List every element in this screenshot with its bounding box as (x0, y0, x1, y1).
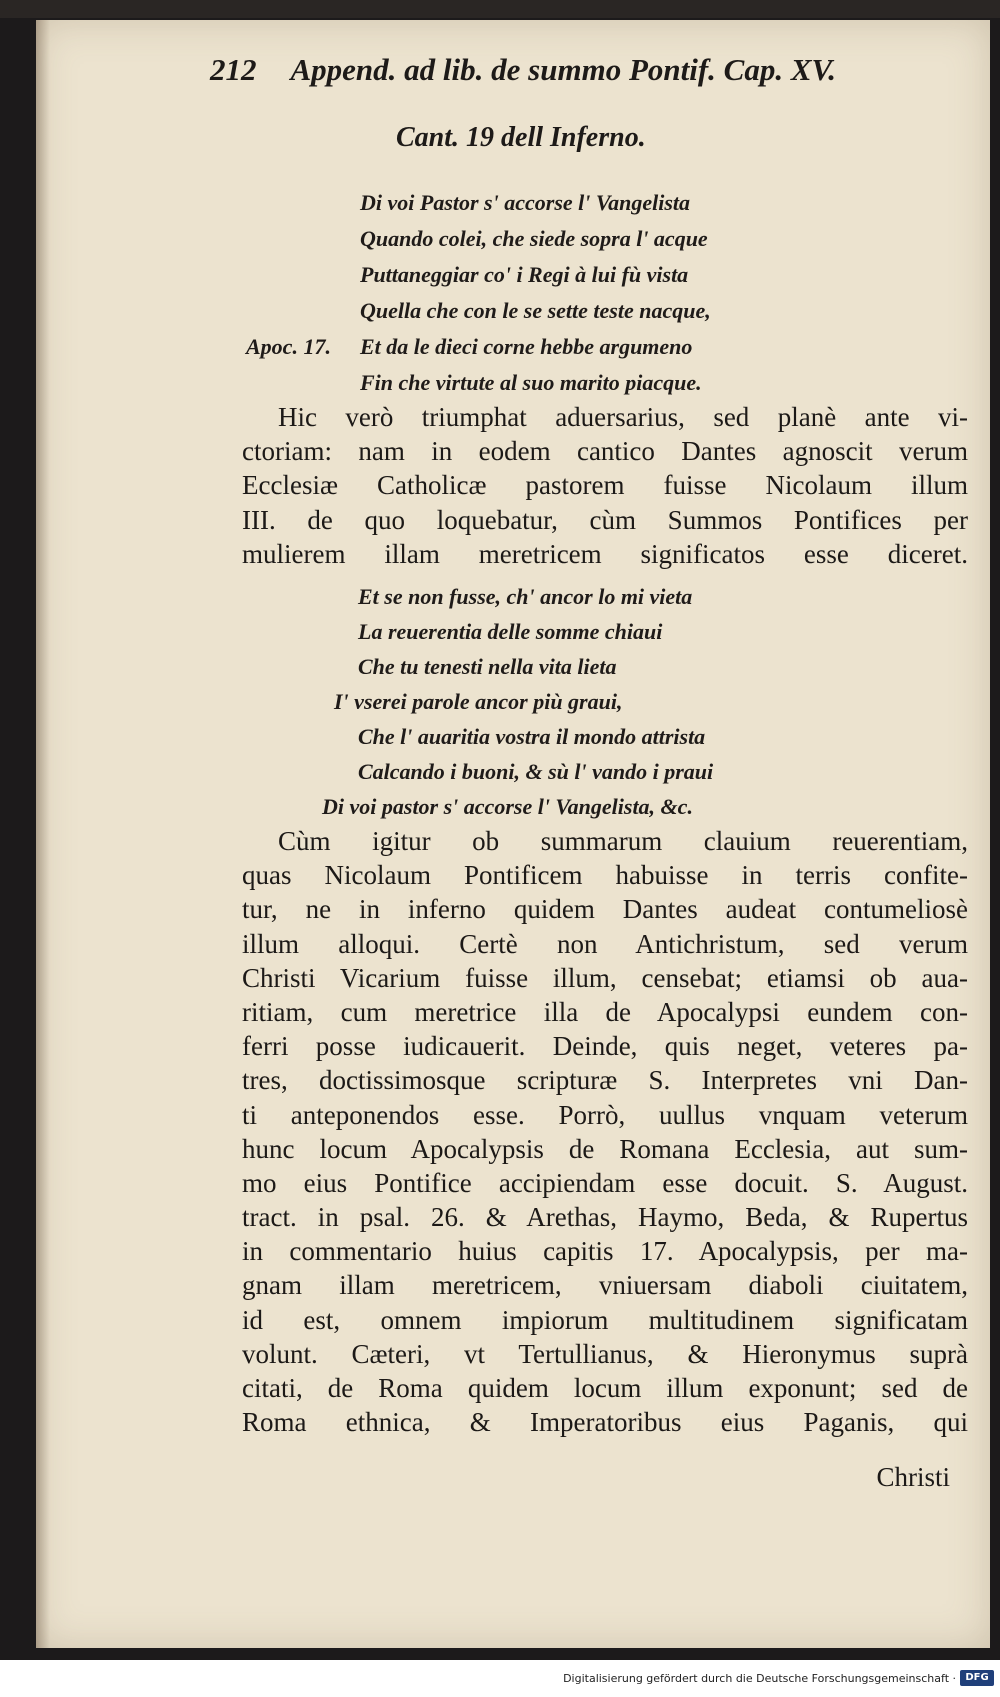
text-line: ritiam, cum meretrice illa de Apocalypsi eundem con- (242, 996, 968, 1027)
text-line: hunc locum Apocalypsis de Romana Ecclesia, aut sum- (242, 1133, 968, 1164)
verse-line: Quando colei, che siede sopra l' acque (360, 226, 708, 251)
digitization-footer (0, 1660, 1000, 1697)
paragraph-2 (242, 824, 968, 1439)
running-head (210, 52, 836, 88)
verse-line: Che tu tenesti nella vita lieta (358, 654, 617, 679)
text-line: III. de quo loquebatur, cùm Summos Pontifices per (242, 504, 968, 535)
catchword: Christi (876, 1462, 950, 1492)
text-line: illum alloqui. Certè non Antichristum, sed verum (242, 928, 968, 959)
text-line: Ecclesiæ Catholicæ pastorem fuisse Nicolaum illum (242, 470, 968, 501)
text-line: ctoriam: nam in eodem cantico Dantes agnoscit verum (242, 436, 968, 467)
text-line: mo eius Pontifice accipiendam esse docuit. S. August. (242, 1167, 968, 1198)
text-line: Christi Vicarium fuisse illum, censebat; etiamsi ob aua- (242, 962, 968, 993)
verse-line: Et se non fusse, ch' ancor lo mi vieta (358, 584, 693, 609)
section-title: Cant. 19 dell Inferno. (396, 122, 646, 153)
text-line: ti anteponendos esse. Porrò, uullus vnquam veterum (242, 1099, 968, 1130)
verse-line: Che l' auaritia vostra il mondo attrista (358, 724, 706, 749)
dfg-logo: DFG (960, 1670, 994, 1686)
verse-line: Quella che con le se sette teste nacque, (360, 298, 711, 323)
footer-credit: Digitalisierung gefördert durch die Deutsche Forschungsgemeinschaft · (563, 1672, 956, 1685)
verse-line: Di voi Pastor s' accorse l' Vangelista (360, 190, 690, 215)
text-line: in commentario huius capitis 17. Apocalypsis, per ma- (242, 1236, 968, 1267)
verse-line: Di voi pastor s' accorse l' Vangelista, &c. (322, 794, 693, 819)
text-line: quas Nicolaum Pontificem habuisse in terris confite- (242, 860, 968, 891)
scan-top-border (0, 0, 1000, 18)
verse-line: La reuerentia delle somme chiaui (358, 619, 663, 644)
running-title: Append. ad lib. de summo Pontif. Cap. XV. (290, 52, 836, 87)
text-line: Roma ethnica, & Imperatoribus eius Paganis, qui (242, 1407, 968, 1438)
verse-line: Calcando i buoni, & sù l' vando i praui (358, 759, 714, 784)
text-line: id est, omnem impiorum multitudinem significatam (242, 1304, 968, 1335)
page-gutter-shadow (36, 20, 50, 1648)
text-line: tract. in psal. 26. & Arethas, Haymo, Beda, & Rupertus (242, 1202, 968, 1233)
text-line: citati, de Roma quidem locum illum exponunt; sed de (242, 1373, 968, 1403)
text-line: Cùm igitur ob summarum clauium reuerentiam, (278, 826, 968, 856)
text-line: mulierem illam meretricem significatos esse diceret. (242, 538, 968, 569)
text-line: Hic verò triumphat aduersarius, sed planè ante vi- (278, 402, 968, 432)
text-line: volunt. Cæteri, vt Tertullianus, & Hieronymus suprà (242, 1338, 968, 1369)
page-number: 212 (210, 52, 257, 87)
verse-line: I' vserei parole ancor più graui, (334, 689, 623, 714)
text-line: tres, doctissimosque scripturæ S. Interpretes vni Dan- (242, 1065, 968, 1096)
verse-line: Puttaneggiar co' i Regi à lui fù vista (360, 262, 689, 287)
text-line: gnam illam meretricem, vniuersam diaboli ciuitatem, (242, 1270, 968, 1301)
paragraph-1 (242, 400, 968, 571)
verse-line: Et da le dieci corne hebbe argumeno (360, 334, 693, 359)
text-line: ferri posse iudicauerit. Deinde, quis neget, veteres pa- (242, 1031, 968, 1062)
verse-line: Fin che virtute al suo marito piacque. (360, 370, 702, 395)
margin-note: Apoc. 17. (246, 334, 331, 359)
text-line: tur, ne in inferno quidem Dantes audeat contumeliosè (242, 894, 968, 925)
